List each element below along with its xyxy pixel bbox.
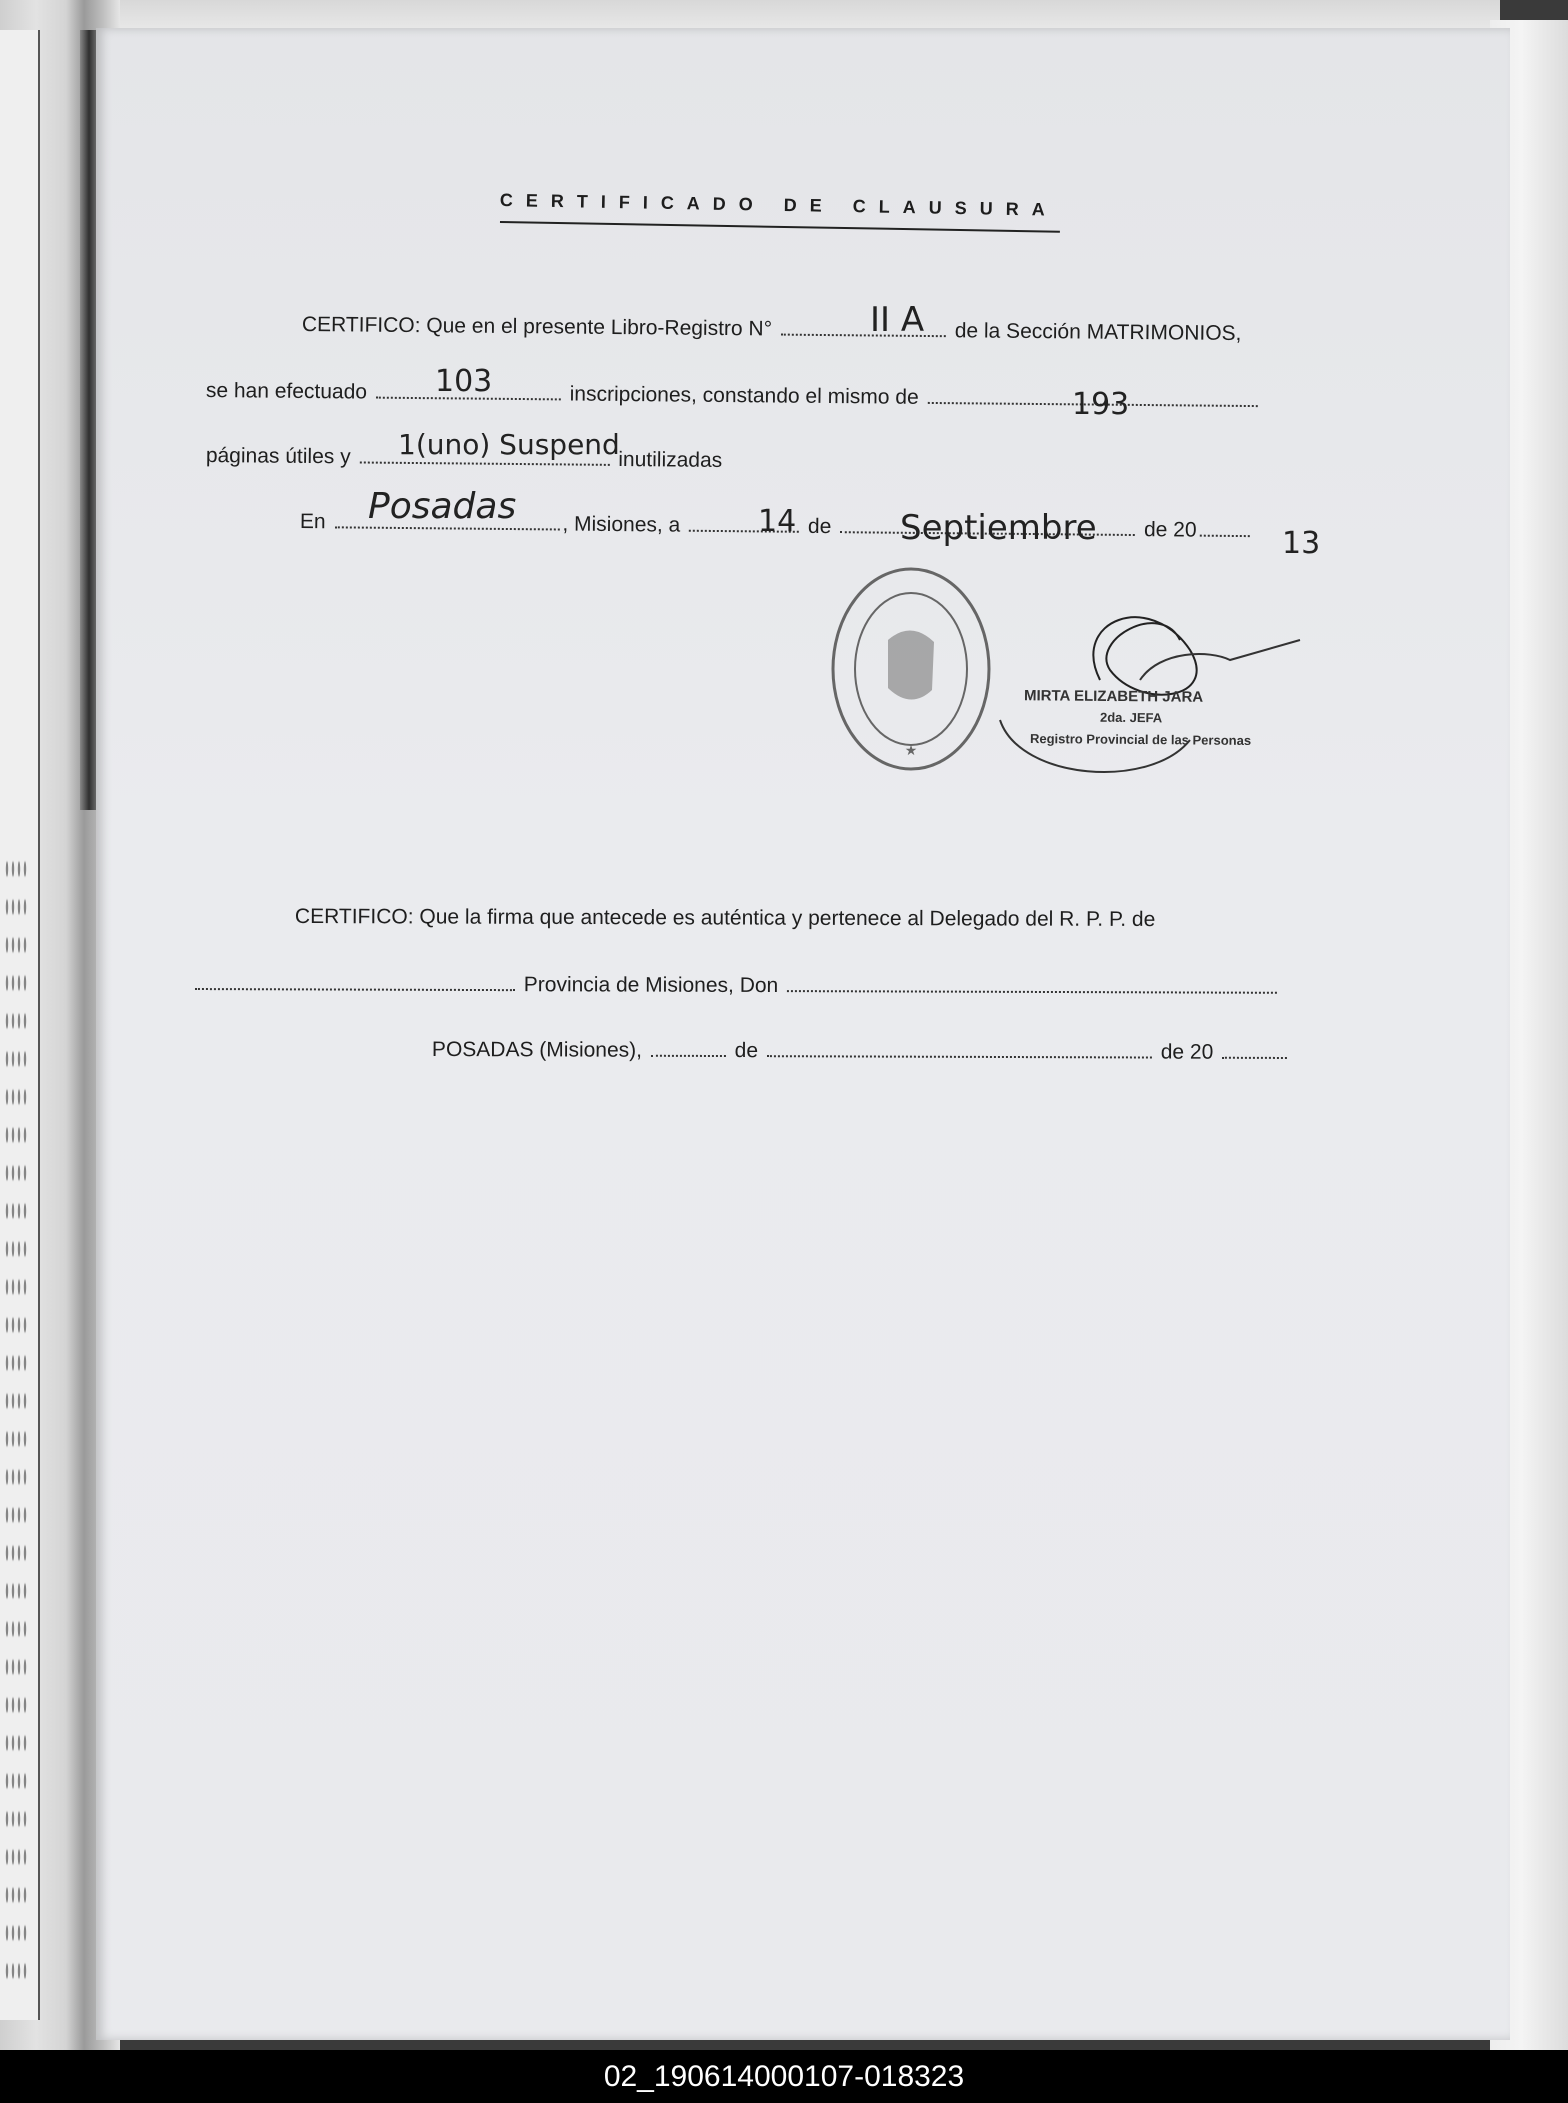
hw-inutilizadas: 1(uno) Suspend (398, 428, 620, 461)
line2-prefix: se han efectuado (205, 379, 368, 404)
line4-de20: de 20 (1143, 518, 1197, 542)
hw-registro: II A (870, 300, 925, 340)
line4-misiones: , Misiones, a (562, 512, 681, 537)
official-seal-stamp (826, 560, 996, 778)
line1-suffix: de la Sección MATRIMONIOS, (954, 319, 1242, 346)
line1-prefix: CERTIFICO: Que en el presente Libro-Registro N° (301, 313, 773, 341)
previous-page-edge (0, 30, 40, 2020)
cert2-line3-de20: de 20 (1160, 1040, 1214, 1064)
line3-suffix: inutilizadas (618, 447, 723, 472)
cert2-anio-blank (1222, 1041, 1287, 1059)
cert2-line-3 (432, 1038, 1290, 1065)
cert2-mes-blank (767, 1039, 1152, 1058)
hw-paginas: 193 (1072, 387, 1130, 422)
anio-blank (1200, 519, 1250, 537)
handwritten-signature (990, 580, 1310, 790)
cert2-dia-blank (651, 1039, 726, 1057)
cert2-line3-prefix: POSADAS (Misiones), (431, 1038, 643, 1062)
signer-office: Registro Provincial de las Personas (1029, 731, 1252, 748)
hw-lugar: Posadas (368, 486, 517, 527)
signer-name: MIRTA ELIZABETH JARA (1023, 687, 1204, 706)
cert2-line-1: CERTIFICO: Que la firma que antecede es auténtica y pertenece al Delegado del R. P. P. de (294, 905, 1156, 932)
footer-caption: 02_190614000107-018323 (0, 2050, 1568, 2103)
cert2-line2-mid: Provincia de Misiones, Don (523, 973, 779, 998)
line3-prefix: páginas útiles y (205, 444, 351, 469)
cert2-line-2 (192, 972, 1280, 1000)
signer-role: 2da. JEFA (1099, 709, 1163, 726)
line4-en: En (299, 510, 326, 534)
hw-mes: Septiembre (900, 508, 1097, 548)
cert2-line3-de: de (734, 1039, 759, 1063)
hw-anio: 13 (1282, 526, 1321, 561)
svg-text:★: ★ (904, 742, 918, 758)
hw-inscripciones: 103 (435, 364, 493, 399)
document-title: CERTIFICADO DE CLAUSURA (499, 190, 1058, 220)
don-blank (787, 974, 1277, 994)
hw-dia: 14 (758, 504, 797, 539)
line2-middle: inscripciones, constando el mismo de (569, 382, 919, 409)
delegacion-blank (195, 972, 515, 991)
line4-de: de (807, 514, 832, 539)
